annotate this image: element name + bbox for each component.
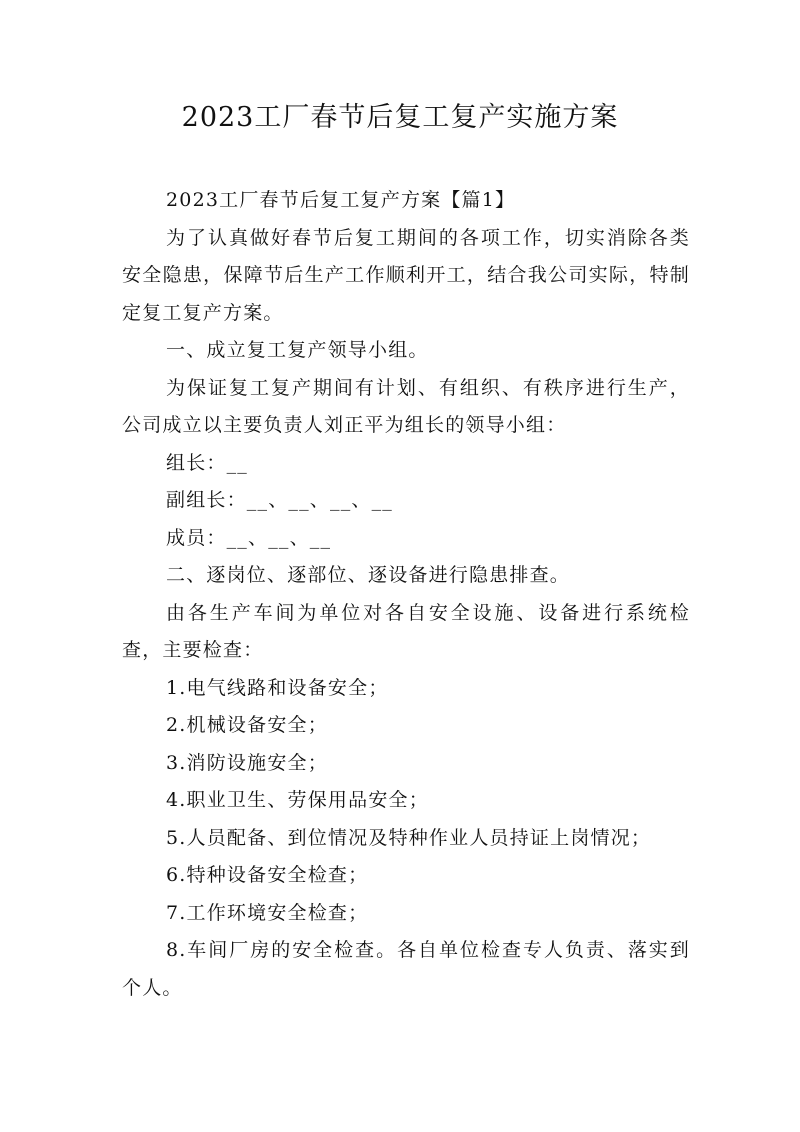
- members-line: 成员：__、__、__: [166, 526, 332, 549]
- section2-paragraph: 由各生产车间为单位对各自安全设施、设备进行系统检查，主要检查：: [122, 601, 690, 661]
- section1-heading: 一、成立复工复产领导小组。: [166, 339, 429, 361]
- check-item: 6.特种设备安全检查；: [166, 864, 369, 886]
- intro-paragraph: 为了认真做好春节后复工期间的各项工作，切实消除各类安全隐患，保障节后生产工作顺利开工，结合我公司实际，特制定复工复产方案。: [122, 226, 690, 324]
- check-item: 7.工作环境安全检查；: [166, 901, 369, 924]
- leader-line: 组长：__: [166, 451, 249, 474]
- section1-paragraph: 为保证复工复产期间有计划、有组织、有秩序进行生产，公司成立以主要负责人刘正平为组长的领导小组：: [122, 376, 690, 436]
- check-item: 4.职业卫生、劳保用品安全；: [166, 789, 429, 811]
- document-body: [122, 182, 690, 1007]
- check-item: 8.车间厂房的安全检查。各自单位检查专人负责、落实到个人。: [122, 939, 690, 999]
- subtitle-paragraph: 2023工厂春节后复工复产方案【篇1】: [166, 189, 516, 211]
- deputy-leaders-line: 副组长：__、__、__、__: [166, 489, 394, 511]
- check-item: 2.机械设备安全；: [166, 714, 328, 736]
- section2-heading: 二、逐岗位、逐部位、逐设备进行隐患排查。: [166, 564, 571, 586]
- check-item: 1.电气线路和设备安全；: [166, 676, 389, 699]
- check-item: 3.消防设施安全；: [166, 751, 328, 774]
- check-item: 5.人员配备、到位情况及特种作业人员持证上岗情况；: [166, 826, 652, 849]
- document-title: 2023工厂春节后复工复产实施方案: [181, 102, 619, 133]
